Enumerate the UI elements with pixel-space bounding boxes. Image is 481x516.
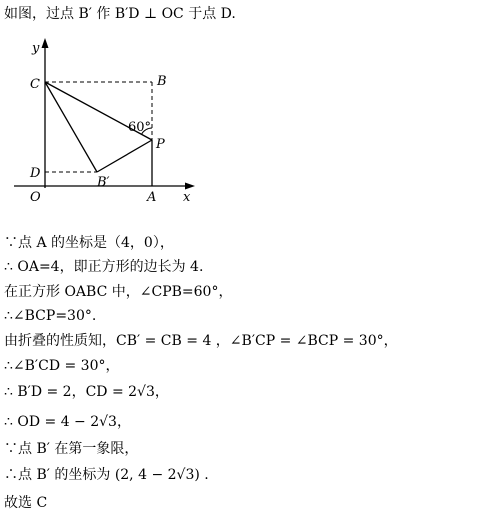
solution-line-quadrant: ∵点 B′ 在第一象限，	[4, 441, 139, 457]
x-axis-arrow	[185, 183, 195, 190]
label-C: C	[30, 77, 40, 92]
solution-line-coordinates: ∴点 B′ 的坐标为 (2, 4 − 2√3) .	[4, 467, 209, 483]
y-axis-arrow	[42, 38, 49, 48]
solution-line-od: ∴ OD = 4 − 2√3，	[4, 414, 131, 430]
label-x: x	[183, 190, 191, 205]
label-Bprime: B′	[97, 175, 110, 190]
label-angle: 60°	[128, 120, 152, 135]
label-y: y	[32, 41, 40, 56]
solution-line-lengths: ∴ B′D = 2，CD = 2√3，	[4, 384, 169, 400]
label-B: B	[157, 74, 167, 89]
solution-line-folding: 由折叠的性质知，CB′ = CB = 4 ，∠B′CP = ∠BCP = 30°，	[4, 333, 398, 349]
geometry-figure	[0, 0, 481, 230]
solution-line-answer: 故选 C	[4, 495, 48, 511]
label-P: P	[156, 137, 165, 152]
label-O: O	[30, 190, 41, 205]
label-A: A	[147, 190, 157, 205]
label-D: D	[30, 166, 41, 181]
solution-line-intro: 如图，过点 B′ 作 B′D ⊥ OC 于点 D.	[4, 6, 236, 22]
segment-BprimeP	[97, 140, 152, 172]
solution-line-side-length: ∴ OA=4，即正方形的边长为 4.	[4, 259, 204, 275]
solution-line-square: 在正方形 OABC 中，∠CPB=60°，	[4, 284, 233, 300]
solution-line-point-a: ∵点 A 的坐标是（4，0），	[4, 235, 174, 251]
solution-line-angle-bcp: ∴∠BCP=30°.	[4, 308, 97, 324]
solution-line-angle-bcd: ∴∠B′CD = 30°，	[4, 358, 120, 374]
